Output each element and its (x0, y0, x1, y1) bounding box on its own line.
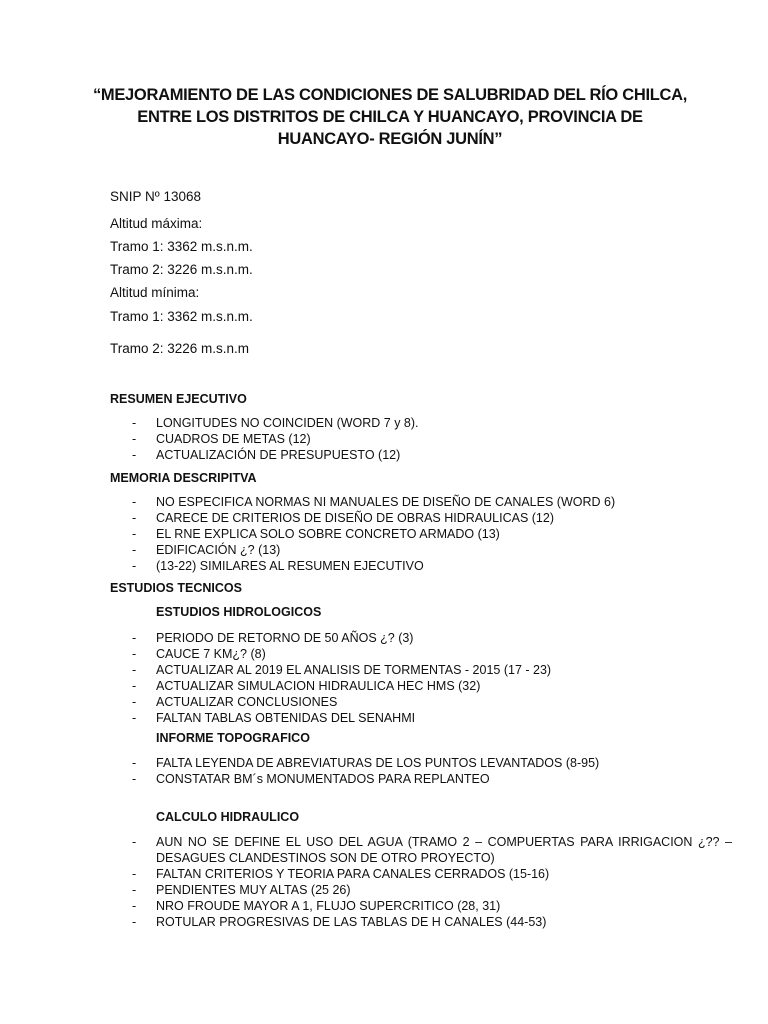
list-item (132, 415, 732, 431)
list-item (132, 431, 732, 447)
snip-number: SNIP Nº 13068 (110, 189, 201, 204)
title-line-1: “MEJORAMIENTO DE LAS CONDICIONES DE SALUBRIDAD DEL RÍO CHILCA, (92, 86, 688, 104)
list-item (132, 630, 732, 646)
list-item (132, 882, 732, 898)
bullet-dash: - (132, 915, 137, 929)
bullet-dash: - (132, 448, 137, 462)
subsection-heading-hidraulico: CALCULO HIDRAULICO (156, 810, 300, 824)
list-item-text: CAUCE 7 KM¿? (8) (156, 647, 266, 661)
list-item-text: PERIODO DE RETORNO DE 50 AÑOS ¿? (3) (156, 631, 414, 645)
bullet-dash: - (132, 695, 137, 709)
subsection-heading-hidrologicos: ESTUDIOS HIDROLOGICOS (156, 605, 322, 619)
list-item-text: PENDIENTES MUY ALTAS (25 26) (156, 883, 351, 897)
list-item-text: CONSTATAR BM´s MONUMENTADOS PARA REPLANTEO (156, 772, 490, 786)
list-item (132, 694, 732, 710)
hidrologicos-list (132, 630, 732, 726)
list-item (132, 646, 732, 662)
list-item-text: (13-22) SIMILARES AL RESUMEN EJECUTIVO (156, 559, 424, 573)
bullet-dash: - (132, 711, 137, 725)
list-item (132, 914, 732, 930)
list-item (132, 662, 732, 678)
altitud-minima-tramo-1: Tramo 1: 3362 m.s.n.m. (110, 309, 253, 324)
list-item-text: EL RNE EXPLICA SOLO SOBRE CONCRETO ARMADO (13) (156, 527, 500, 541)
altitud-maxima-tramo-2: Tramo 2: 3226 m.s.n.m. (110, 262, 253, 277)
title-line-2: ENTRE LOS DISTRITOS DE CHILCA Y HUANCAYO, PROVINCIA DE (137, 108, 643, 126)
list-item-text: FALTA LEYENDA DE ABREVIATURAS DE LOS PUNTOS LEVANTADOS (8-95) (156, 756, 600, 770)
list-item (132, 678, 732, 694)
list-item-text: NO ESPECIFICA NORMAS NI MANUALES DE DISEÑO DE CANALES (WORD 6) (156, 495, 616, 509)
list-item (132, 494, 732, 510)
bullet-dash: - (132, 416, 137, 430)
list-item-text: ACTUALIZAR AL 2019 EL ANALISIS DE TORMENTAS - 2015 (17 - 23) (156, 663, 552, 677)
title-line-3: HUANCAYO- REGIÓN JUNÍN” (277, 130, 503, 148)
list-item-text: LONGITUDES NO COINCIDEN (WORD 7 y 8). (156, 416, 419, 430)
hidraulico-list (132, 834, 732, 930)
subsection-heading-topografico: INFORME TOPOGRAFICO (156, 731, 310, 745)
bullet-dash: - (132, 756, 137, 770)
bullet-dash: - (132, 835, 137, 849)
list-item-text: CARECE DE CRITERIOS DE DISEÑO DE OBRAS HIDRAULICAS (12) (156, 511, 554, 525)
bullet-dash: - (132, 543, 137, 557)
list-item-text: ACTUALIZAR CONCLUSIONES (156, 695, 338, 709)
bullet-dash: - (132, 679, 137, 693)
bullet-dash: - (132, 511, 137, 525)
list-item (132, 866, 732, 882)
bullet-dash: - (132, 559, 137, 573)
list-item-text: FALTAN TABLAS OBTENIDAS DEL SENAHMI (156, 711, 416, 725)
list-item (132, 510, 732, 526)
document-title (60, 84, 720, 150)
list-item-text: AUN NO SE DEFINE EL USO DEL AGUA (TRAMO 2 – COMPUERTAS PARA IRRIGACION ¿?? – DESAGUES CLANDESTINOS SON DE OTRO PROYECTO) (156, 835, 732, 865)
bullet-dash: - (132, 527, 137, 541)
bullet-dash: - (132, 631, 137, 645)
altitud-minima-tramo-2: Tramo 2: 3226 m.s.n.m (110, 341, 250, 356)
list-item (132, 898, 732, 914)
list-item (132, 558, 732, 574)
list-item-text: NRO FROUDE MAYOR A 1, FLUJO SUPERCRITICO (28, 31) (156, 899, 501, 913)
resumen-list (132, 415, 732, 463)
bullet-dash: - (132, 663, 137, 677)
list-item (132, 447, 732, 463)
bullet-dash: - (132, 495, 137, 509)
list-item-text: ROTULAR PROGRESIVAS DE LAS TABLAS DE H CANALES (44-53) (156, 915, 547, 929)
bullet-dash: - (132, 883, 137, 897)
list-item-text: ACTUALIZACIÓN DE PRESUPUESTO (12) (156, 448, 401, 462)
list-item (132, 771, 732, 787)
section-heading-estudios: ESTUDIOS TECNICOS (110, 581, 242, 595)
list-item-text: CUADROS DE METAS (12) (156, 432, 311, 446)
bullet-dash: - (132, 867, 137, 881)
memoria-list (132, 494, 732, 574)
altitud-maxima-label: Altitud máxima: (110, 216, 203, 231)
altitud-minima-label: Altitud mínima: (110, 285, 200, 300)
list-item (132, 710, 732, 726)
bullet-dash: - (132, 432, 137, 446)
section-heading-resumen: RESUMEN EJECUTIVO (110, 392, 247, 406)
list-item (132, 755, 732, 771)
list-item-text: FALTAN CRITERIOS Y TEORIA PARA CANALES CERRADOS (15-16) (156, 867, 550, 881)
bullet-dash: - (132, 647, 137, 661)
bullet-dash: - (132, 772, 137, 786)
list-item-text: ACTUALIZAR SIMULACION HIDRAULICA HEC HMS (32) (156, 679, 481, 693)
bullet-dash: - (132, 899, 137, 913)
list-item-text: EDIFICACIÓN ¿? (13) (156, 543, 281, 557)
list-item (132, 542, 732, 558)
list-item (132, 834, 732, 866)
section-heading-memoria: MEMORIA DESCRIPITVA (110, 471, 257, 485)
list-item (132, 526, 732, 542)
topografico-list (132, 755, 732, 787)
altitud-maxima-tramo-1: Tramo 1: 3362 m.s.n.m. (110, 239, 253, 254)
